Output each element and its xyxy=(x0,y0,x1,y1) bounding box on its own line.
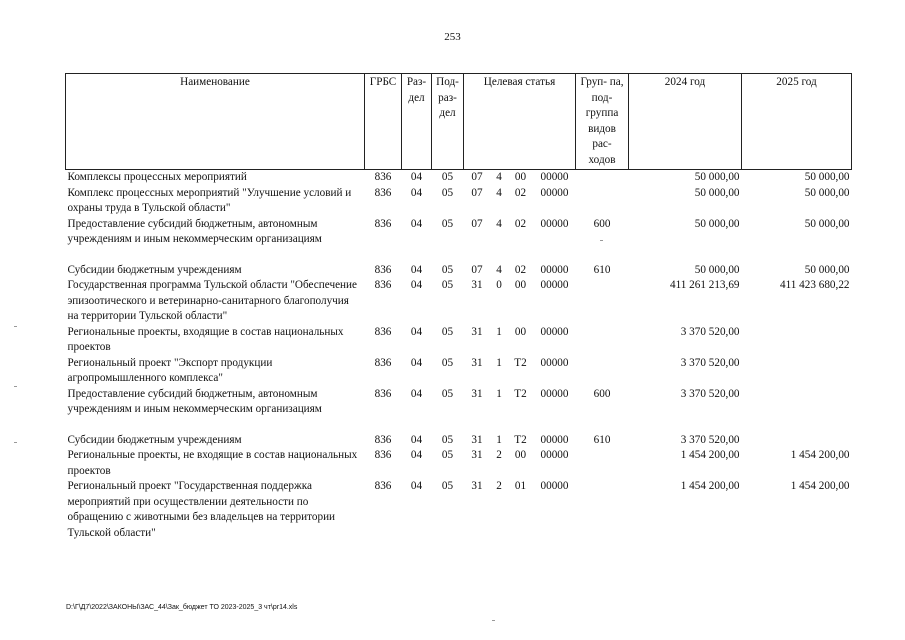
row-amount-2025: 50 000,00 xyxy=(804,171,850,183)
table-row xyxy=(66,448,852,479)
header-target-article: Целевая статья xyxy=(464,74,576,170)
row-target-type: 1 xyxy=(496,387,502,400)
row-target-program: 31 xyxy=(471,480,483,492)
row-amount-2025 xyxy=(742,325,852,356)
row-name: Региональный проект "Экспорт продукции агропромышленного комплекса" xyxy=(67,356,273,384)
row-razdel: 04 xyxy=(410,480,423,492)
scan-speck xyxy=(492,620,495,621)
table-row xyxy=(66,387,852,418)
row-name: Субсидии бюджетным учреждениям xyxy=(67,263,242,276)
row-amount-2024: 1 454 200,00 xyxy=(680,480,740,492)
row-target-type: 4 xyxy=(496,217,502,230)
table-row xyxy=(66,433,852,449)
row-amount-2025: 50 000,00 xyxy=(804,186,850,199)
row-podrazdel: 05 xyxy=(441,356,454,369)
row-razdel: 04 xyxy=(410,279,423,291)
row-podrazdel: 05 xyxy=(441,480,454,492)
row-grbs: 836 xyxy=(374,263,392,276)
row-spacer xyxy=(66,418,852,433)
row-name: Предоставление субсидий бюджетным, автономным учреждениям и иным некоммерческим организациям xyxy=(67,217,322,245)
row-target-project: 00 xyxy=(514,449,527,461)
row-target-type: 4 xyxy=(496,263,502,276)
row-target-program: 07 xyxy=(471,186,483,199)
header-grbs: ГРБС xyxy=(365,74,402,170)
row-name: Региональные проекты, не входящие в состав национальных проектов xyxy=(67,449,358,477)
row-razdel: 04 xyxy=(410,171,423,183)
row-razdel: 04 xyxy=(410,387,423,400)
row-target-program: 07 xyxy=(471,263,483,276)
row-amount-2024: 3 370 520,00 xyxy=(680,356,740,369)
file-path-footer: D:\Г\Д7\2022\ЗАКОНЫ\ЗАС_44\Зак_бюджет ТО 2023-2025_3 чт\pr14.xls xyxy=(66,604,298,611)
table-header-row xyxy=(66,74,852,170)
row-target-program: 31 xyxy=(471,325,483,338)
row-expense-group: 610 xyxy=(593,433,611,446)
row-amount-2024: 411 261 213,69 xyxy=(670,279,740,291)
row-target-type: 1 xyxy=(496,356,502,369)
row-podrazdel: 05 xyxy=(441,433,454,446)
row-amount-2024: 3 370 520,00 xyxy=(680,387,740,400)
row-name: Государственная программа Тульской области "Обеспечение эпизоотического и ветеринарно-санитарного благополучия на территории Тульской области" xyxy=(67,279,357,322)
header-podrazdel: Под- раз- дел xyxy=(432,74,464,170)
row-name: Региональный проект "Государственная поддержка мероприятий при осуществлении деятельности по обращению с животными без владельцев на территории Тульской области" xyxy=(67,480,336,539)
table-row xyxy=(66,217,852,248)
row-target-direction: 00000 xyxy=(540,171,569,183)
row-expense-group xyxy=(576,356,629,387)
row-razdel: 04 xyxy=(410,325,423,338)
row-razdel: 04 xyxy=(410,217,423,230)
row-amount-2025 xyxy=(742,387,852,418)
row-target-project: 02 xyxy=(514,217,527,230)
row-expense-group: 610 xyxy=(593,263,611,276)
row-expense-group xyxy=(576,186,629,217)
table-body xyxy=(66,170,852,542)
row-target-type: 4 xyxy=(496,186,502,199)
row-name: Комплекс процессных мероприятий "Улучшение условий и охраны труда в Тульской области" xyxy=(67,186,352,214)
budget-table xyxy=(65,73,852,541)
row-amount-2025: 1 454 200,00 xyxy=(790,480,850,492)
table-row xyxy=(66,325,852,356)
row-target-project: 00 xyxy=(514,279,527,291)
row-target-direction: 00000 xyxy=(540,325,569,338)
row-razdel: 04 xyxy=(410,263,423,276)
row-expense-group xyxy=(576,170,629,186)
row-amount-2024: 50 000,00 xyxy=(694,171,740,183)
row-target-direction: 00000 xyxy=(540,217,569,230)
row-grbs: 836 xyxy=(374,186,392,199)
row-spacer-cell xyxy=(66,418,852,433)
header-expense-group: Груп- па, под- группа видов рас- ходов xyxy=(576,74,629,170)
scan-speck xyxy=(14,326,17,327)
row-grbs: 836 xyxy=(374,279,392,291)
row-amount-2024: 50 000,00 xyxy=(694,217,740,230)
row-target-direction: 00000 xyxy=(540,186,569,199)
row-target-project: 02 xyxy=(514,263,527,276)
row-expense-group: 600 xyxy=(593,217,611,230)
row-target-direction: 00000 xyxy=(540,433,569,446)
table-row xyxy=(66,263,852,279)
row-target-project: Т2 xyxy=(514,387,527,400)
row-podrazdel: 05 xyxy=(441,171,454,183)
row-grbs: 836 xyxy=(374,217,392,230)
row-razdel: 04 xyxy=(410,356,423,369)
row-spacer-cell xyxy=(66,248,852,263)
row-amount-2025: 50 000,00 xyxy=(804,263,850,276)
row-amount-2025: 411 423 680,22 xyxy=(780,279,850,291)
row-target-type: 0 xyxy=(496,279,502,291)
header-year-2024: 2024 год xyxy=(629,74,742,170)
row-target-project: Т2 xyxy=(514,433,527,446)
scan-speck xyxy=(14,442,17,443)
row-target-direction: 00000 xyxy=(540,356,569,369)
row-grbs: 836 xyxy=(374,387,392,400)
row-name: Субсидии бюджетным учреждениям xyxy=(67,433,242,446)
row-grbs: 836 xyxy=(374,171,392,183)
row-amount-2025 xyxy=(742,433,852,449)
row-target-program: 07 xyxy=(471,217,483,230)
table-row xyxy=(66,356,852,387)
row-amount-2024: 50 000,00 xyxy=(694,186,740,199)
row-target-direction: 00000 xyxy=(540,449,569,461)
row-target-direction: 00000 xyxy=(540,480,569,492)
row-target-type: 2 xyxy=(496,449,502,461)
row-target-project: Т2 xyxy=(514,356,527,369)
row-amount-2024: 3 370 520,00 xyxy=(680,325,740,338)
row-grbs: 836 xyxy=(374,449,392,461)
row-razdel: 04 xyxy=(410,449,423,461)
row-target-program: 31 xyxy=(471,356,483,369)
row-target-project: 01 xyxy=(514,480,527,492)
table-row xyxy=(66,479,852,541)
row-target-project: 00 xyxy=(514,171,527,183)
row-podrazdel: 05 xyxy=(441,217,454,230)
row-amount-2025 xyxy=(742,356,852,387)
scan-speck xyxy=(600,240,603,241)
row-expense-group xyxy=(576,278,629,325)
row-razdel: 04 xyxy=(410,433,423,446)
row-amount-2024: 50 000,00 xyxy=(694,263,740,276)
row-expense-group xyxy=(576,325,629,356)
row-target-direction: 00000 xyxy=(540,279,569,291)
row-name: Региональные проекты, входящие в состав национальных проектов xyxy=(67,325,344,353)
row-expense-group xyxy=(576,479,629,541)
header-year-2025: 2025 год xyxy=(742,74,852,170)
row-spacer xyxy=(66,248,852,263)
row-podrazdel: 05 xyxy=(441,387,454,400)
row-name: Комплексы процессных мероприятий xyxy=(67,171,247,183)
header-name: Наименование xyxy=(66,74,365,170)
header-razdel: Раз- дел xyxy=(402,74,432,170)
row-target-project: 00 xyxy=(514,325,527,338)
row-target-direction: 00000 xyxy=(540,263,569,276)
row-expense-group xyxy=(576,448,629,479)
table-row xyxy=(66,170,852,186)
row-target-type: 4 xyxy=(496,171,502,183)
scan-speck xyxy=(14,386,17,387)
row-target-direction: 00000 xyxy=(540,387,569,400)
row-grbs: 836 xyxy=(374,356,392,369)
row-target-type: 2 xyxy=(496,480,502,492)
row-razdel: 04 xyxy=(410,186,423,199)
row-target-program: 31 xyxy=(471,279,483,291)
row-target-type: 1 xyxy=(496,433,502,446)
row-amount-2025: 50 000,00 xyxy=(804,217,850,230)
page-number: 253 xyxy=(444,31,461,43)
row-target-program: 31 xyxy=(471,449,483,461)
row-grbs: 836 xyxy=(374,325,392,338)
row-podrazdel: 05 xyxy=(441,325,454,338)
table-row xyxy=(66,186,852,217)
row-target-project: 02 xyxy=(514,186,527,199)
row-amount-2024: 3 370 520,00 xyxy=(680,433,740,446)
row-target-program: 31 xyxy=(471,387,483,400)
row-podrazdel: 05 xyxy=(441,186,454,199)
row-target-program: 07 xyxy=(471,171,483,183)
row-podrazdel: 05 xyxy=(441,263,454,276)
table-row xyxy=(66,278,852,325)
row-target-program: 31 xyxy=(471,433,483,446)
row-grbs: 836 xyxy=(374,433,392,446)
row-amount-2024: 1 454 200,00 xyxy=(680,449,740,461)
row-podrazdel: 05 xyxy=(441,279,454,291)
row-expense-group: 600 xyxy=(593,387,611,400)
row-target-type: 1 xyxy=(496,325,502,338)
row-grbs: 836 xyxy=(374,480,392,492)
row-podrazdel: 05 xyxy=(441,449,454,461)
row-amount-2025: 1 454 200,00 xyxy=(790,449,850,461)
row-name: Предоставление субсидий бюджетным, автономным учреждениям и иным некоммерческим организациям xyxy=(67,387,322,415)
